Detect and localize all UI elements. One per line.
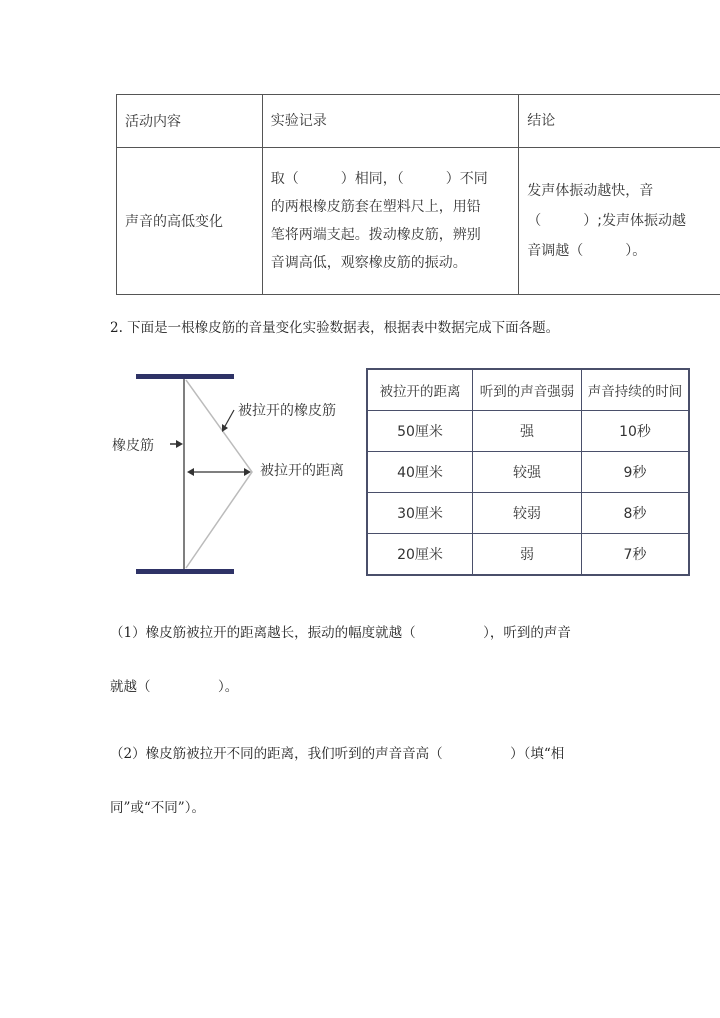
bottom-bar [136,569,234,574]
record-line: 音调高低，观察橡皮筋的振动。 [270,255,467,271]
distance-cell: 20厘米 [367,534,473,576]
distance-cell: 40厘米 [367,452,473,493]
conclusion-line: 发声体振动越快，音 [527,183,654,199]
duration-cell: 9秒 [582,452,690,493]
rubber-band-arrowhead [176,440,183,448]
table-row [367,534,689,576]
stretched-band-label: 被拉开的橡皮筋 [238,403,336,419]
conclusion-line: （ ）;发声体振动越 [527,213,686,229]
table-row [367,493,689,534]
distance-cell: 30厘米 [367,493,473,534]
rubber-band-label: 橡皮筋 [112,438,154,454]
header-duration: 声音持续的时间 [582,369,690,411]
duration-cell: 7秒 [582,534,690,576]
sub-question-1-line-1: （1）橡皮筋被拉开的距离越长，振动的幅度就越（ ），听到的声音 [110,625,571,641]
top-bar [136,374,234,379]
rubber-band-figure [108,366,368,582]
conclusion-cell [519,148,720,295]
activity-cell: 声音的高低变化 [117,148,263,295]
conclusion-line: 音调越（ ）。 [527,243,647,259]
header-activity: 活动内容 [117,95,263,148]
header-record: 实验记录 [262,95,518,148]
activity-table [116,94,720,295]
header-conclusion: 结论 [519,95,720,148]
loudness-cell: 强 [473,411,582,452]
duration-cell: 10秒 [582,411,690,452]
table-row [367,411,689,452]
volume-data-table [366,368,690,576]
stretched-distance-label: 被拉开的距离 [260,463,344,479]
stretched-band-arrow [224,410,234,428]
header-distance: 被拉开的距离 [367,369,473,411]
loudness-cell: 弱 [473,534,582,576]
sub-question-2-line-2: 同”或“不同”）。 [110,800,205,816]
data-table-header-row [367,369,689,411]
record-line: 的两根橡皮筋套在塑料尺上，用铅 [270,199,481,215]
header-loudness: 听到的声音强弱 [473,369,582,411]
activity-table-row [117,148,720,295]
activity-table-header-row [117,95,720,148]
sub-question-1-line-2: 就越（ ）。 [110,679,239,695]
duration-cell: 8秒 [582,493,690,534]
loudness-cell: 较强 [473,452,582,493]
table-row [367,452,689,493]
record-line: 笔将两端支起。拨动橡皮筋，辨别 [270,227,481,243]
record-line: 取（ ）相同，（ ）不同 [270,171,488,187]
record-cell [262,148,518,295]
loudness-cell: 较弱 [473,493,582,534]
sub-question-2-line-1: （2）橡皮筋被拉开不同的距离，我们听到的声音音高（ ）（填“相 [110,746,565,762]
distance-cell: 50厘米 [367,411,473,452]
question-2-title: 2. 下面是一根橡皮筋的音量变化实验数据表，根据表中数据完成下面各题。 [110,320,560,336]
distance-arrowhead-left [187,468,194,476]
